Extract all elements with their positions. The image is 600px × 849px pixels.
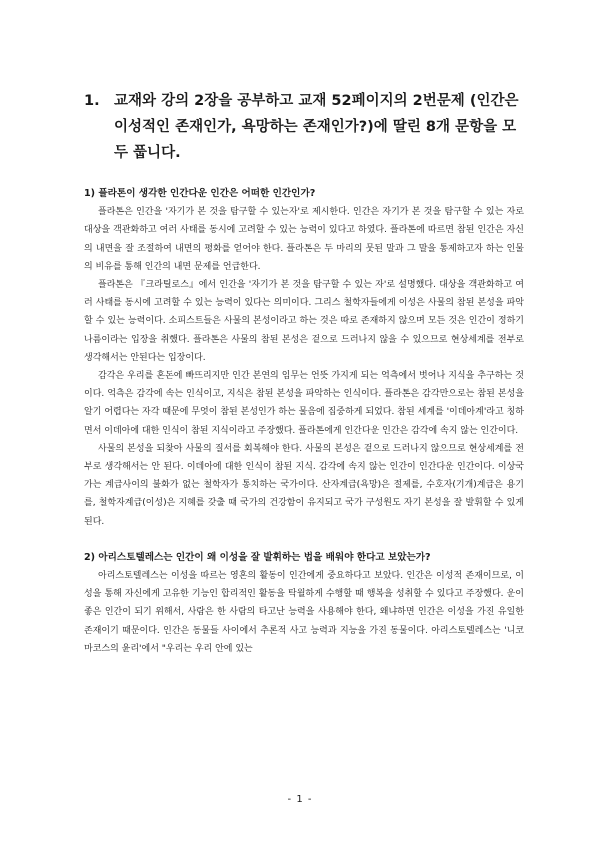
question-text: 교재와 강의 2장을 공부하고 교재 52페이지의 2번문제 (인간은 이성적인 존재인가, 욕망하는 존재인가?)에 딸린 8개 문항을 모두 풉니다. — [114, 93, 519, 161]
paragraph: 아리스토텔레스는 이성을 따르는 영혼의 활동이 인간에게 중요하다고 보았다. 인간은 이성적 존재이므로, 이성을 통해 자신에게 고유한 기능인 합리적인 활동을 탁월하게 수행할 때 행복을 성취할 수 있다고 주장했다. 운이 좋은 인간이 되기 위해서, 사람은 한 사람의 타고난 능력을 사용해야 한다, 왜냐하면 인간은 이성을 가진 유일한 존재이기 때문이다. 인간은 동물들 사이에서 추론적 사고 능력과 지능을 가진 동물이다. 아리스토텔레스는 '니코마코스의 윤리'에서 "우리는 우리 안에 있는 — [84, 571, 524, 654]
question-title — [84, 88, 524, 166]
paragraph: 사물의 본성을 되찾아 사물의 질서를 회복해야 한다. 사물의 본성은 겉으로 드러나지 않으므로 현상세계를 전부로 생각해서는 안 된다. 이데아에 대한 인식이 참된 지식. 감각에 속지 않는 인간이 인간다운 인간이다. 이상국가는 계급사이의 불화가 없는 철학자가 통치하는 국가이다. 산자계급(욕망)은 절제를, 수호자(기개)계급은 용기를, 철학자계급(이성)은 지혜를 갖출 때 국가의 건강함이 유지되고 국가 구성원도 자기 본성을 잘 발휘할 수 있게 된다. — [84, 443, 524, 527]
question-number: 1. — [84, 93, 100, 109]
paragraph: 플라톤은 인간을 '자기가 본 것을 탐구할 수 있는자'로 제시한다. 인간은 자기가 본 것을 탐구할 수 있는 자로 대상을 객관화하고 여러 사태를 동시에 고려할 수 있는 능력이 있다고 하였다. 플라톤에 따르면 참된 인간은 자신의 내면을 잘 조절하여 내면의 평화를 얻어야 한다. 플라톤은 두 마리의 뭇된 말과 그 말을 통제하고자 하는 인물의 비유를 통해 인간의 내면 문제를 언급한다. — [84, 207, 524, 272]
section-heading: 1) 플라톤이 생각한 인간다운 인간은 어떠한 인간인가? — [84, 188, 316, 199]
section-heading: 2) 아리스토텔레스는 인간이 왜 이성을 잘 발휘하는 법을 배워야 한다고 보았는가? — [84, 551, 431, 563]
answer-body — [84, 185, 524, 658]
paragraph: 감각은 우리를 혼돈에 빠뜨리지만 인간 본연의 임무는 언뜻 가지게 되는 억측에서 벗어나 지식을 추구하는 것이다. 억측은 감각에 속는 인식이고, 지식은 참된 본성을 파악하는 인식이다. 플라톤은 감각만으로는 참된 본성을 알기 어렵다는 자각 때문에 무엇이 참된 본성인가 하는 물음에 집중하게 되었다. 참된 세계를 '이데아계'라고 칭하면서 이데아에 대한 인식이 참된 지식이라고 주장했다. 플라톤에게 인간다운 인간은 감각에 속지 않는 인간이다. — [84, 371, 524, 436]
page-number: - 1 - — [287, 794, 313, 805]
paragraph: 플라톤은 『크라틸로스』에서 인간을 '자기가 본 것을 탐구할 수 있는 자'로 설명했다. 대상을 객관화하고 여러 사태를 동시에 고려할 수 있는 능력이 있다는 의미이다. 그리스 철학자들에게 이성은 사물의 참된 본성을 파악할 수 있는 능력이다. 소피스트들은 사물의 본성이라고 하는 것은 따로 존재하지 않으며 모든 것은 인간이 정하기 나름이라는 입장을 취했다. 플라톤은 사물의 참된 본성은 겉으로 드러나지 않을 수 있으므로 현상세계를 전부로 생각해서는 안된다는 입장이다. — [84, 280, 524, 363]
section-spacer — [84, 531, 524, 549]
